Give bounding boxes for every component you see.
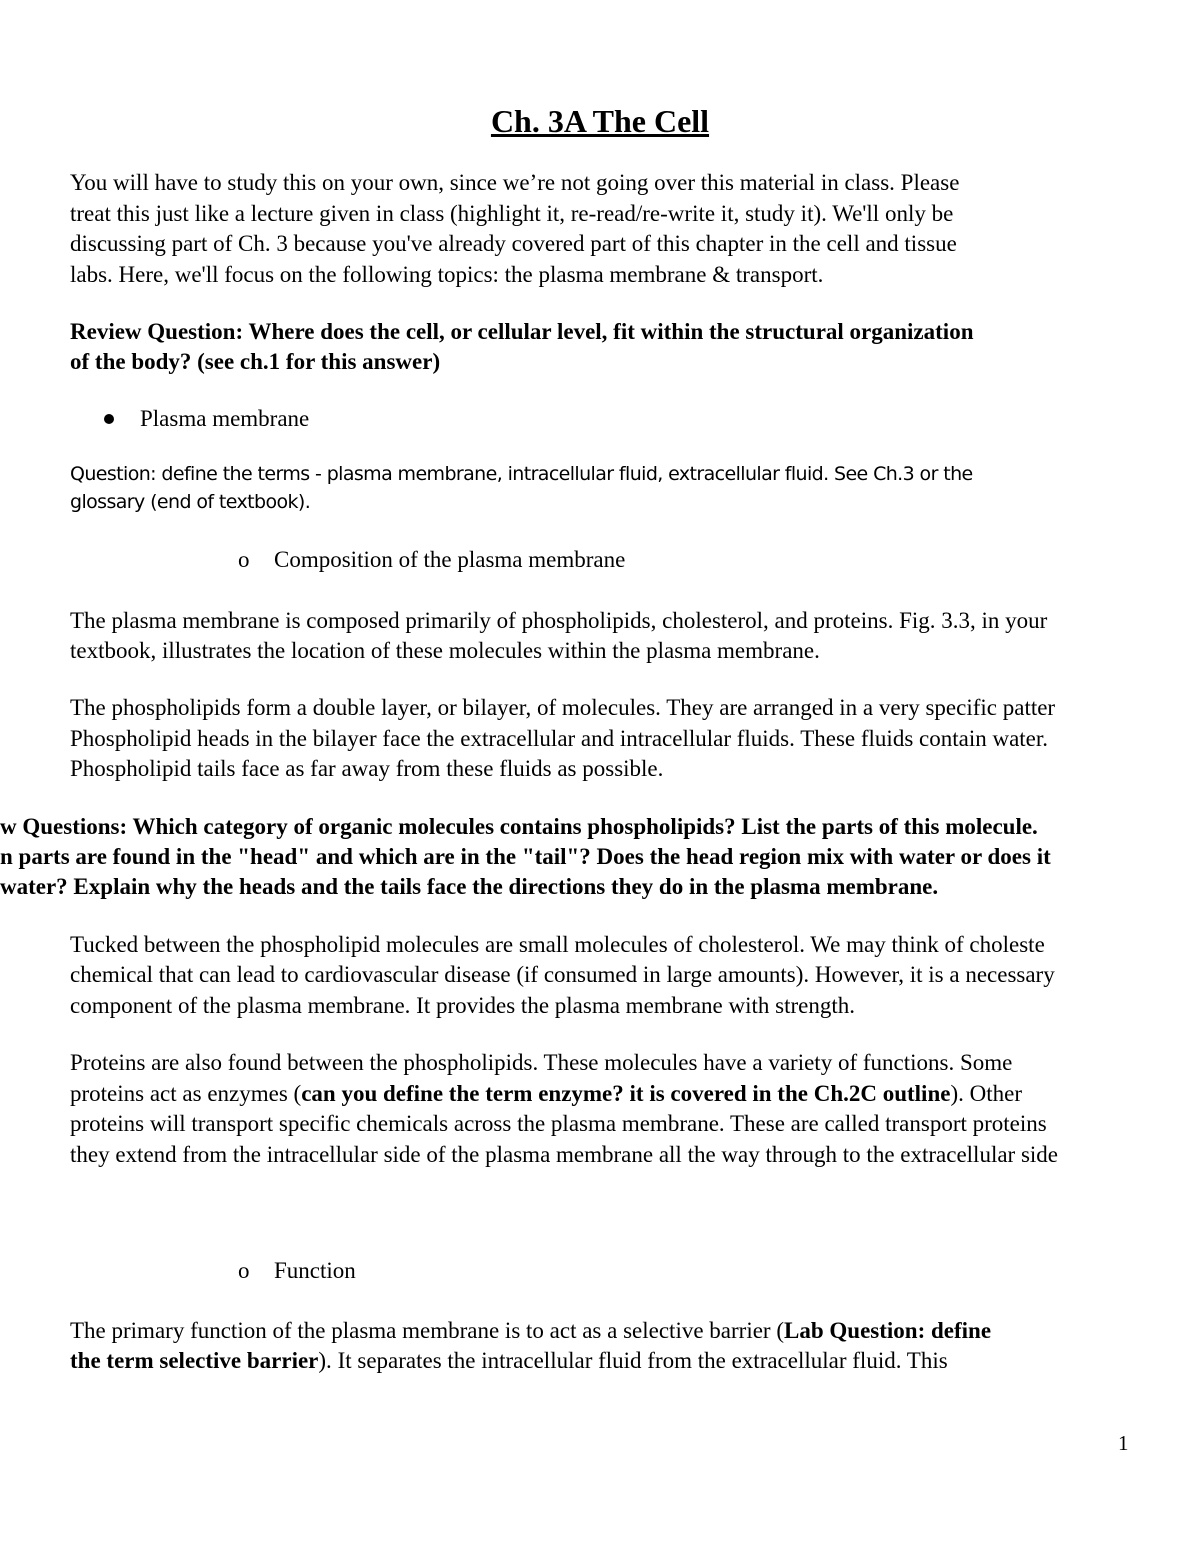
- page-title: Ch. 3A The Cell: [490, 103, 710, 139]
- lab-question: the term selective barrier: [70, 1348, 319, 1373]
- phospholipid-line: The phospholipids form a double layer, or bilayer, of molecules. They are arranged in a very specific patter: [70, 695, 1056, 720]
- composition-line: textbook, illustrates the location of these molecules within the plasma membrane.: [70, 638, 820, 663]
- intro-line: discussing part of Ch. 3 because you've already covered part of this chapter in the cell and tissue: [70, 231, 957, 256]
- enzyme-question: can you define the term enzyme? it is covered in the Ch.2C outline: [301, 1081, 951, 1106]
- function-line: [70, 1316, 991, 1346]
- review-question-line: Review Question: Where does the cell, or cellular level, fit within the structural organization: [70, 319, 974, 344]
- cholesterol-line: Tucked between the phospholipid molecules are small molecules of cholesterol. We may think of choleste: [70, 932, 1045, 957]
- proteins-line: they extend from the intracellular side of the plasma membrane all the way through to the extracellular side: [70, 1142, 1059, 1167]
- page-number: 1: [1118, 1431, 1129, 1455]
- proteins-text: proteins act as enzymes (: [70, 1081, 302, 1106]
- proteins-line: Proteins are also found between the phospholipids. These molecules have a variety of functions. Some: [70, 1050, 1013, 1075]
- review-question-line: of the body? (see ch.1 for this answer): [70, 349, 441, 374]
- lab-question: Lab Question: define: [784, 1318, 992, 1343]
- intro-line: labs. Here, we'll focus on the following topics: the plasma membrane & transport.: [70, 262, 824, 287]
- review-questions-line: w Questions: Which category of organic molecules contains phospholipids? List the parts of this molecule.: [0, 814, 1038, 839]
- sub-bullet-function: Function: [274, 1258, 356, 1283]
- function-text: The primary function of the plasma membrane is to act as a selective barrier (: [70, 1318, 784, 1343]
- sub-bullet-marker-icon: o: [238, 547, 250, 572]
- intro-line: treat this just like a lecture given in class (highlight it, re-read/re-write it, study it). We'll only be: [70, 201, 954, 226]
- proteins-text: ). Other: [950, 1081, 1022, 1106]
- review-questions-line: water? Explain why the heads and the tails face the directions they do in the plasma membrane.: [0, 874, 939, 899]
- cholesterol-line: component of the plasma membrane. It provides the plasma membrane with strength.: [70, 993, 855, 1018]
- composition-line: The plasma membrane is composed primarily of phospholipids, cholesterol, and proteins. Fig. 3.3, in your: [70, 608, 1048, 633]
- sub-bullet-composition: Composition of the plasma membrane: [274, 547, 626, 572]
- phospholipid-line: Phospholipid tails face as far away from these fluids as possible.: [70, 756, 664, 781]
- review-questions-line: n parts are found in the "head" and which are in the "tail"? Does the head region mix with water or does it: [0, 844, 1051, 869]
- question-line: glossary (end of textbook).: [70, 491, 311, 513]
- phospholipid-line: Phospholipid heads in the bilayer face the extracellular and intracellular fluids. These fluids contain water.: [70, 726, 1049, 751]
- function-text: ).: [318, 1348, 332, 1373]
- proteins-line: [70, 1079, 1022, 1109]
- bullet-plasma-membrane: Plasma membrane: [140, 406, 310, 431]
- function-line: [70, 1346, 948, 1376]
- proteins-line: proteins will transport specific chemicals across the plasma membrane. These are called transport proteins: [70, 1111, 1047, 1136]
- sub-bullet-marker-icon: o: [238, 1258, 250, 1283]
- bullet-icon: [104, 414, 114, 424]
- cholesterol-line: chemical that can lead to cardiovascular disease (if consumed in large amounts). However, it is a necessary: [70, 962, 1055, 987]
- question-line: Question: define the terms - plasma membrane, intracellular fluid, extracellular fluid. See Ch.3 or the: [70, 463, 973, 485]
- intro-line: You will have to study this on your own, since we’re not going over this material in class. Please: [70, 170, 960, 195]
- function-text: It separates the intracellular fluid from the extracellular fluid. This: [331, 1348, 948, 1373]
